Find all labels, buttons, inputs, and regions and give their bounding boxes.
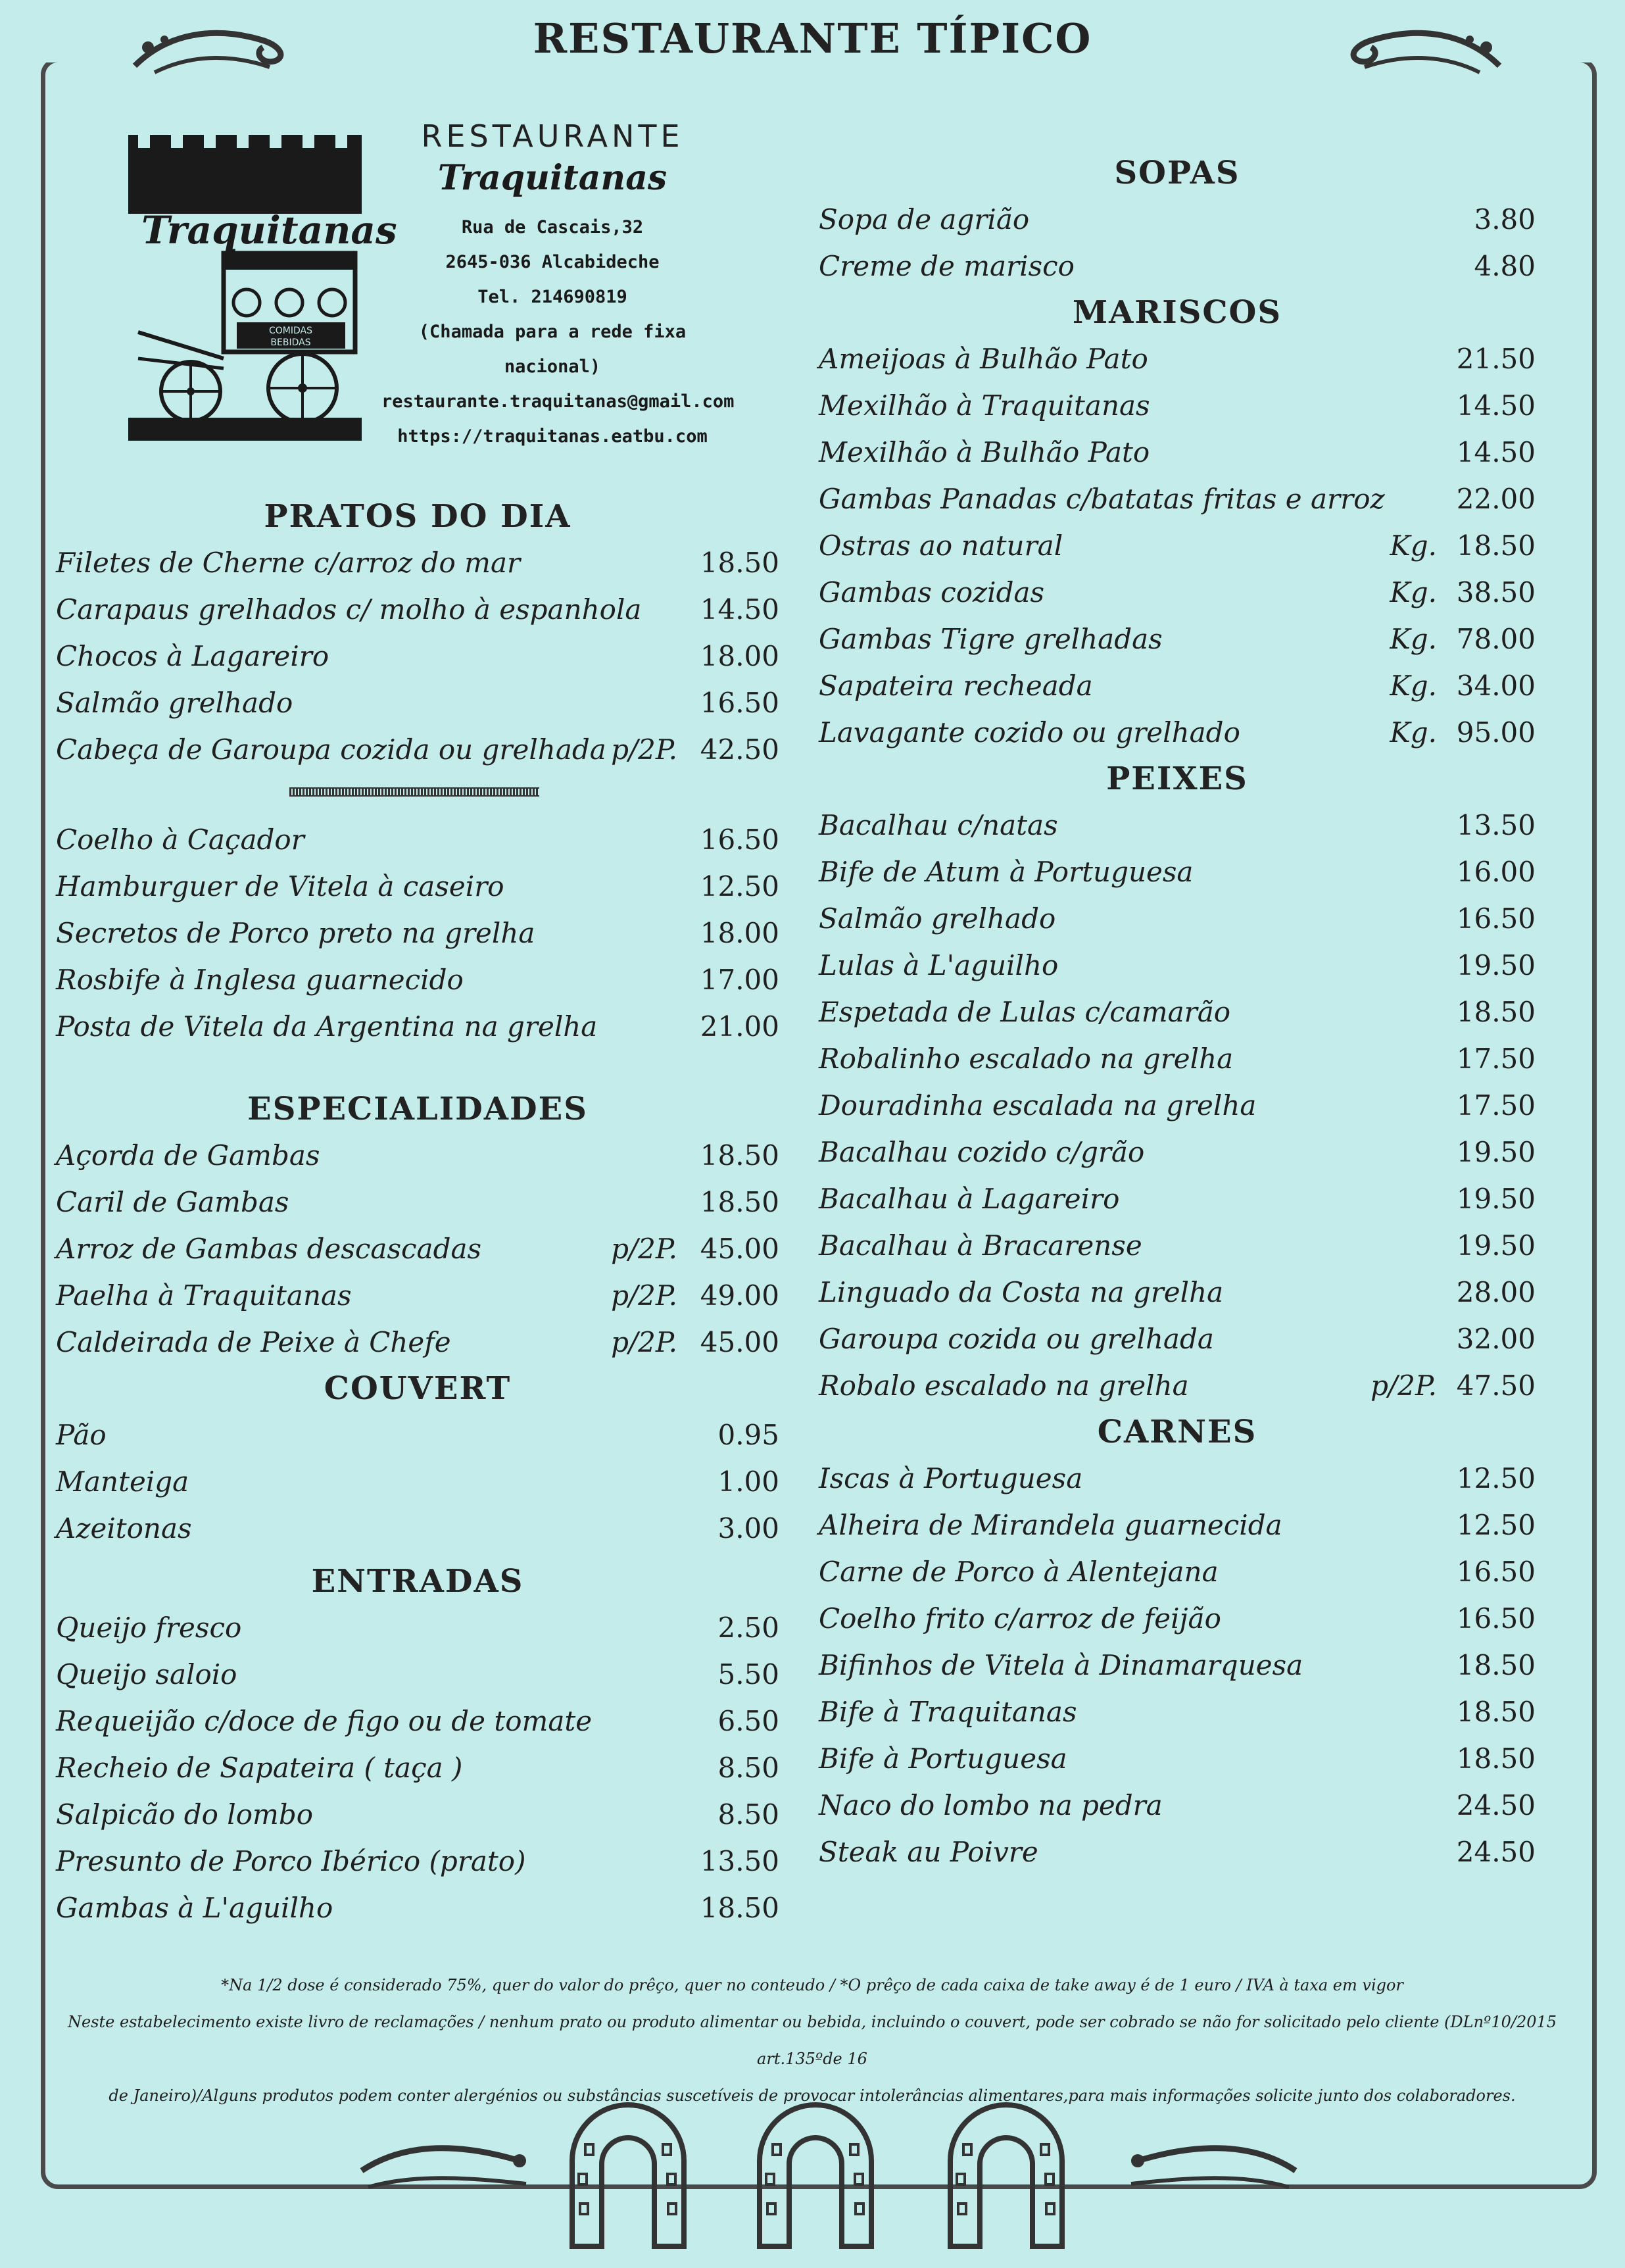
list-item: Gambas cozidas Kg. 38.50 <box>819 576 1536 608</box>
right-column <box>819 150 1536 1875</box>
section-title-peixes: PEIXES <box>1106 760 1248 797</box>
list-item: Naco do lombo na pedra 24.50 <box>819 1789 1536 1821</box>
contact-restaurant-word: RESTAURANTE <box>421 118 684 154</box>
contact-website[interactable]: https://traquitanas.eatbu.com <box>397 426 708 447</box>
list-item: Caldeirada de Peixe à Chefe p/2P. 45.00 <box>56 1326 779 1358</box>
list-item: Caril de Gambas 18.50 <box>56 1186 779 1218</box>
list-item: Azeitonas 3.00 <box>56 1512 779 1544</box>
flourish-top-left-icon <box>128 20 293 79</box>
list-item: Bacalhau cozido c/grão 19.50 <box>819 1136 1536 1168</box>
pratos-do-dia-list-2 <box>56 816 779 1050</box>
list-item: Gambas Tigre grelhadas Kg. 78.00 <box>819 623 1536 655</box>
carnes-list <box>819 1455 1536 1875</box>
list-item: Bifinhos de Vitela à Dinamarquesa 18.50 <box>819 1649 1536 1681</box>
list-item: Lavagante cozido ou grelhado Kg. 95.00 <box>819 716 1536 749</box>
logo-sign-line1: COMIDAS <box>268 326 313 336</box>
section-divider <box>289 787 539 797</box>
list-item: Sapateira recheada Kg. 34.00 <box>819 670 1536 702</box>
section-title-carnes: CARNES <box>1097 1414 1257 1450</box>
list-item: Douradinha escalada na grelha 17.50 <box>819 1089 1536 1122</box>
list-item: Mexilhão à Bulhão Pato 14.50 <box>819 436 1536 468</box>
list-item: Queijo fresco 2.50 <box>56 1612 779 1644</box>
horseshoe-icon <box>546 2082 710 2250</box>
list-item: Manteiga 1.00 <box>56 1466 779 1498</box>
list-item: Salmão grelhado 16.50 <box>819 902 1536 935</box>
list-item: Garoupa cozida ou grelhada 32.00 <box>819 1323 1536 1355</box>
list-item: Linguado da Costa na grelha 28.00 <box>819 1276 1536 1308</box>
mariscos-list <box>819 335 1536 756</box>
list-item: Bacalhau à Lagareiro 19.50 <box>819 1183 1536 1215</box>
peixes-list <box>819 802 1536 1409</box>
list-item: Coelho à Caçador 16.50 <box>56 824 779 856</box>
list-item: Recheio de Sapateira ( taça ) 8.50 <box>56 1752 779 1784</box>
flourish-top-right-icon <box>1342 20 1506 79</box>
contact-phone-note: (Chamada para a rede fixa nacional) <box>418 322 687 377</box>
list-item: Steak au Poivre 24.50 <box>819 1836 1536 1868</box>
list-item: Bacalhau c/natas 13.50 <box>819 809 1536 841</box>
logo-sign-text: Traquitanas <box>141 208 397 253</box>
contact-address: Rua de Cascais,32 <box>461 217 644 237</box>
list-item: Secretos de Porco preto na grelha 18.00 <box>56 917 779 949</box>
list-item: Ostras ao natural Kg. 18.50 <box>819 530 1536 562</box>
list-item: Bife à Traquitanas 18.50 <box>819 1696 1536 1728</box>
list-item: Filetes de Cherne c/arroz do mar 18.50 <box>56 547 779 579</box>
list-item: Ameijoas à Bulhão Pato 21.50 <box>819 343 1536 375</box>
list-item: Queijo saloio 5.50 <box>56 1658 779 1690</box>
entradas-list <box>56 1604 779 1931</box>
list-item: Pão 0.95 <box>56 1419 779 1451</box>
list-item: Mexilhão à Traquitanas 14.50 <box>819 389 1536 422</box>
list-item: Presunto de Porco Ibérico (prato) 13.50 <box>56 1845 779 1877</box>
list-item: Robalo escalado na grelha p/2P. 47.50 <box>819 1369 1536 1402</box>
horseshoe-icon <box>733 2082 898 2250</box>
couvert-list <box>56 1412 779 1552</box>
list-item: Salpicão do lombo 8.50 <box>56 1798 779 1831</box>
list-item: Bife à Portuguesa 18.50 <box>819 1742 1536 1775</box>
list-item: Hamburguer de Vitela à caseiro 12.50 <box>56 870 779 902</box>
horseshoe-icon <box>924 2082 1088 2250</box>
list-item: Posta de Vitela da Argentina na grelha 21.00 <box>56 1010 779 1043</box>
restaurant-logo <box>125 135 397 444</box>
flourish-bottom-left-icon <box>355 2131 539 2204</box>
left-column <box>56 493 779 1931</box>
pratos-do-dia-list <box>56 539 779 773</box>
list-item: Iscas à Portuguesa 12.50 <box>819 1462 1536 1494</box>
list-item: Carapaus grelhados c/ molho à espanhola 14.50 <box>56 593 779 626</box>
contact-name: Traquitanas <box>437 158 667 198</box>
contact-block <box>381 118 735 454</box>
list-item: Bacalhau à Bracarense 19.50 <box>819 1229 1536 1262</box>
list-item: Lulas à L'aguilho 19.50 <box>819 949 1536 981</box>
flourish-bottom-right-icon <box>1118 2131 1302 2204</box>
list-item: Bife de Atum à Portuguesa 16.00 <box>819 856 1536 888</box>
list-item: Sopa de agrião 3.80 <box>819 203 1536 235</box>
especialidades-list <box>56 1132 779 1366</box>
list-item: Coelho frito c/arroz de feijão 16.50 <box>819 1602 1536 1635</box>
section-title-mariscos: MARISCOS <box>1072 294 1282 331</box>
list-item: Cabeça de Garoupa cozida ou grelhada p/2P. 42.50 <box>56 733 779 766</box>
section-title-entradas: ENTRADAS <box>311 1563 524 1600</box>
list-item: Robalinho escalado na grelha 17.50 <box>819 1043 1536 1075</box>
section-title-pratos-do-dia: PRATOS DO DIA <box>264 498 571 535</box>
contact-postal: 2645-036 Alcabideche <box>445 252 660 272</box>
list-item: Carne de Porco à Alentejana 16.50 <box>819 1556 1536 1588</box>
footnote-line-2: Neste estabelecimento existe livro de reclamações / nenhum prato ou produto alimentar ou bebida, incluindo o couvert, pode ser cobrado se não for solicitado pelo cliente (DLnº10/2015 art.135ºde 16 <box>67 2013 1557 2068</box>
list-item: Espetada de Lulas c/camarão 18.50 <box>819 996 1536 1028</box>
list-item: Creme de marisco 4.80 <box>819 250 1536 282</box>
sopas-list <box>819 196 1536 289</box>
page-title: RESTAURANTE TÍPICO <box>0 14 1625 62</box>
list-item: Rosbife à Inglesa guarnecido 17.00 <box>56 964 779 996</box>
footnote-line-1: *Na 1/2 dose é considerado 75%, quer do valor do prêço, quer no conteudo / *O prêço de cada caixa de take away é de 1 euro / IVA à taxa em vigor <box>221 1976 1403 1994</box>
list-item: Chocos à Lagareiro 18.00 <box>56 640 779 672</box>
logo-sign-line2: BEBIDAS <box>270 337 311 348</box>
section-title-sopas: SOPAS <box>1114 155 1240 191</box>
footnote-line-3: de Janeiro)/Alguns produtos podem conter alergénios ou substâncias suscetíveis de provocar intolerâncias alimentares,para mais informações solicite junto dos colaboradores. <box>109 2086 1516 2105</box>
list-item: Paelha à Traquitanas p/2P. 49.00 <box>56 1279 779 1312</box>
section-title-especialidades: ESPECIALIDADES <box>247 1091 588 1127</box>
section-title-couvert: COUVERT <box>324 1370 512 1407</box>
list-item: Salmão grelhado 16.50 <box>56 687 779 719</box>
list-item: Arroz de Gambas descascadas p/2P. 45.00 <box>56 1233 779 1265</box>
list-item: Gambas Panadas c/batatas fritas e arroz 22.00 <box>819 483 1536 515</box>
list-item: Requeijão c/doce de figo ou de tomate 6.50 <box>56 1705 779 1737</box>
list-item: Açorda de Gambas 18.50 <box>56 1139 779 1171</box>
list-item: Gambas à L'aguilho 18.50 <box>56 1892 779 1924</box>
contact-phone[interactable]: Tel. 214690819 <box>477 287 627 307</box>
list-item: Alheira de Mirandela guarnecida 12.50 <box>819 1509 1536 1541</box>
contact-email[interactable]: restaurante.traquitanas@gmail.com <box>381 391 735 412</box>
